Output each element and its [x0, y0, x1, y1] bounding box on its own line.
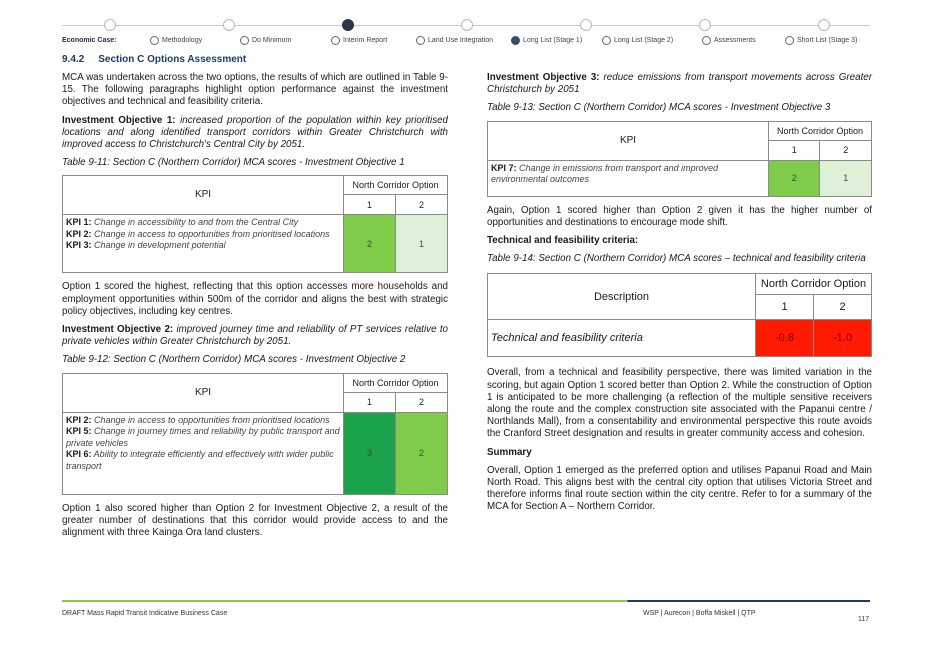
- kpi-line: [66, 426, 340, 449]
- option-header: North Corridor Option: [344, 176, 448, 195]
- kpi-text: Change in accessibility to and from the Central City: [91, 217, 299, 228]
- nav-step-methodology[interactable]: [150, 36, 202, 45]
- progress-dot[interactable]: [104, 19, 116, 31]
- footer-rule: [62, 600, 870, 602]
- io3-label: Investment Objective 3:: [487, 72, 600, 83]
- intro-paragraph: MCA was undertaken across the two options, the results of which are outlined in Table 9-15. The following paragraphs highlight option performance against the investment objectives and technical and feasibility criteria.: [62, 72, 448, 108]
- radio-icon: [702, 36, 711, 45]
- kpi-id: KPI 1:: [66, 217, 92, 228]
- nav-step-label: Interim Report: [343, 37, 388, 44]
- nav-step-long-list-2[interactable]: [602, 36, 673, 45]
- paragraph-after-table3: Again, Option 1 scored higher than Option 2 given it has the higher number of opportunities and destinations to encourage mode shift.: [487, 204, 872, 228]
- criteria-label: Technical and feasibility criteria: [488, 320, 756, 357]
- progress-dot[interactable]: [223, 19, 235, 31]
- io3-paragraph: [487, 72, 872, 96]
- score-option-1: -0.8: [756, 320, 814, 357]
- table3-caption: Table 9-13: Section C (Northern Corridor) MCA scores - Investment Objective 3: [487, 102, 831, 114]
- io2-text: improved journey time and reliability of PT services relative to private vehicles within Greater Christchurch by 2051.: [62, 324, 448, 348]
- io1-paragraph: [62, 115, 448, 152]
- option-header: North Corridor Option: [769, 121, 872, 140]
- nav-step-interim-report[interactable]: [331, 36, 387, 45]
- kpi-text: Ability to integrate efficiently and effectively with wider public transport: [66, 449, 334, 471]
- kpi-header: KPI: [488, 121, 769, 160]
- kpi-id: KPI 2:: [66, 414, 92, 425]
- description-header: Description: [488, 274, 756, 320]
- nav-step-label: Land Use Integration: [428, 37, 493, 44]
- table2-caption: Table 9-12: Section C (Northern Corridor) MCA scores - Investment Objective 2: [62, 354, 406, 366]
- paragraph-after-table1: Option 1 scored the highest, reflecting that this option accesses more households and employment opportunities within 500m of the corridor and aligns the best with strategic policy objectives, including key centres.: [62, 281, 448, 317]
- table3: [487, 121, 872, 197]
- kpi-text: Change in development potential: [91, 240, 226, 251]
- kpi-cell: [488, 160, 769, 196]
- option-1-header: 1: [756, 295, 814, 320]
- economic-case-label: Economic Case:: [62, 37, 117, 44]
- score-option-1: 2: [769, 160, 820, 196]
- right-column: [487, 72, 872, 520]
- nav-step-long-list-1[interactable]: [511, 36, 582, 45]
- kpi-line: [491, 163, 765, 186]
- kpi-id: KPI 6:: [66, 449, 92, 460]
- footer-authors: WSP | Aurecon | Boffa Miskell | QTP: [643, 610, 756, 617]
- option-2-header: 2: [814, 295, 872, 320]
- kpi-id: KPI 7:: [491, 162, 517, 173]
- table1-caption: Table 9-11: Section C (Northern Corridor) MCA scores - Investment Objective 1: [62, 157, 405, 169]
- nav-step-land-use[interactable]: [416, 36, 493, 45]
- option-header: North Corridor Option: [756, 274, 872, 295]
- nav-step-label: Long List (Stage 2): [614, 37, 674, 44]
- io1-label: Investment Objective 1:: [62, 114, 176, 126]
- page-number: 117: [858, 616, 870, 623]
- io3-text: reduce emissions from transport movements across Greater Christchurch by 2051: [487, 72, 873, 96]
- table1: [62, 175, 448, 273]
- io2-label: Investment Objective 2:: [62, 324, 174, 336]
- kpi-line: [66, 449, 340, 472]
- kpi-id: KPI 2:: [66, 228, 92, 239]
- kpi-text: Change in emissions from transport and improved environmental outcomes: [491, 162, 719, 185]
- progress-dot[interactable]: [580, 19, 592, 31]
- table4: [487, 273, 872, 357]
- kpi-cell: [63, 215, 344, 273]
- summary-heading: Summary: [487, 446, 532, 458]
- progress-dot[interactable]: [818, 19, 830, 31]
- nav-step-assessments[interactable]: [702, 36, 756, 45]
- score-option-2: 1: [820, 160, 872, 196]
- radio-selected-icon: [511, 36, 520, 45]
- radio-icon: [150, 36, 159, 45]
- summary-paragraph: Overall, Option 1 emerged as the preferred option and utilises Papanui Road and Main North Road. This aligns best with the central city option that utilises Victoria Street and therefore informs final route section within the city centre. Refer to for a summary of the MCA for Section A – Northern Corridor.: [487, 464, 872, 513]
- economic-case-nav: [62, 37, 870, 49]
- io2-paragraph: [62, 324, 448, 348]
- paragraph-after-table2: Option 1 also scored higher than Option 2 for Investment Objective 2, a result of the greater number of destinations that this corridor would provide access to and the alignment with three Kainga Ora land clusters.: [62, 502, 448, 539]
- progress-dot[interactable]: [461, 19, 473, 31]
- section-heading: [62, 54, 246, 65]
- kpi-cell: [63, 412, 344, 494]
- radio-icon: [785, 36, 794, 45]
- io1-text: increased proportion of the population within key prioritised locations and along identified transport corridors within Greater Christchurch with improved access to Christchurch's Central City by 2051.: [62, 114, 448, 151]
- nav-step-short-list[interactable]: [785, 36, 857, 45]
- score-option-2: 1: [395, 215, 447, 273]
- footer-document-title: DRAFT Mass Rapid Transit Indicative Business Case: [62, 610, 228, 617]
- radio-icon: [602, 36, 611, 45]
- score-option-2: -1.0: [814, 320, 872, 357]
- nav-step-label: Methodology: [162, 37, 203, 44]
- score-option-1: 2: [344, 215, 396, 273]
- nav-step-do-minimum[interactable]: [240, 36, 291, 45]
- left-column: [62, 72, 448, 545]
- section-number: 9.4.2: [62, 54, 85, 65]
- option-1-header: 1: [344, 195, 396, 215]
- kpi-line: [66, 415, 340, 427]
- kpi-line: [66, 240, 340, 252]
- kpi-line: [66, 217, 340, 229]
- option-2-header: 2: [395, 392, 447, 412]
- nav-step-label: Long List (Stage 1): [523, 37, 583, 44]
- overall-paragraph: Overall, from a technical and feasibility perspective, there was limited variation in the scoring, but again Option 1 scored better than Option 2. While the construction of Option 1 is anticipated to be more challenging (a reflection of the multiple sensitive receivers along the route and the complex construction site associated with the Papanui centre / Northlands Mall), from a consentability and environmental perspective this route avoids the Cranford Street designation and results in greater community access and cohesion.: [487, 367, 872, 440]
- kpi-text: Change in access to opportunities from prioritised locations: [91, 414, 330, 425]
- radio-icon: [416, 36, 425, 45]
- section-title: Section C Options Assessment: [98, 54, 247, 65]
- kpi-header: KPI: [63, 373, 344, 412]
- progress-dot-current[interactable]: [342, 19, 354, 31]
- option-2-header: 2: [820, 140, 872, 160]
- radio-icon: [240, 36, 249, 45]
- nav-step-label: Short List (Stage 3): [797, 37, 858, 44]
- option-2-header: 2: [395, 195, 447, 215]
- option-1-header: 1: [344, 392, 396, 412]
- kpi-id: KPI 3:: [66, 240, 92, 251]
- kpi-text: Change in journey times and reliability by public transport and private vehicles: [66, 426, 340, 448]
- technical-heading: Technical and feasibility criteria:: [487, 235, 639, 247]
- table4-caption: Table 9-14: Section C (Northern Corridor) MCA scores – technical and feasibility criteria: [487, 253, 866, 265]
- kpi-id: KPI 5:: [66, 426, 92, 437]
- table2: [62, 373, 448, 495]
- option-1-header: 1: [769, 140, 820, 160]
- score-option-2: 2: [395, 412, 447, 494]
- kpi-line: [66, 229, 340, 241]
- kpi-header: KPI: [63, 176, 344, 215]
- radio-icon: [331, 36, 340, 45]
- nav-step-label: Assessments: [714, 37, 756, 44]
- option-header: North Corridor Option: [344, 373, 448, 392]
- nav-step-label: Do Minimum: [252, 37, 292, 44]
- score-option-1: 3: [344, 412, 396, 494]
- kpi-text: Change in access to opportunities from prioritised locations: [91, 228, 330, 239]
- progress-dot[interactable]: [699, 19, 711, 31]
